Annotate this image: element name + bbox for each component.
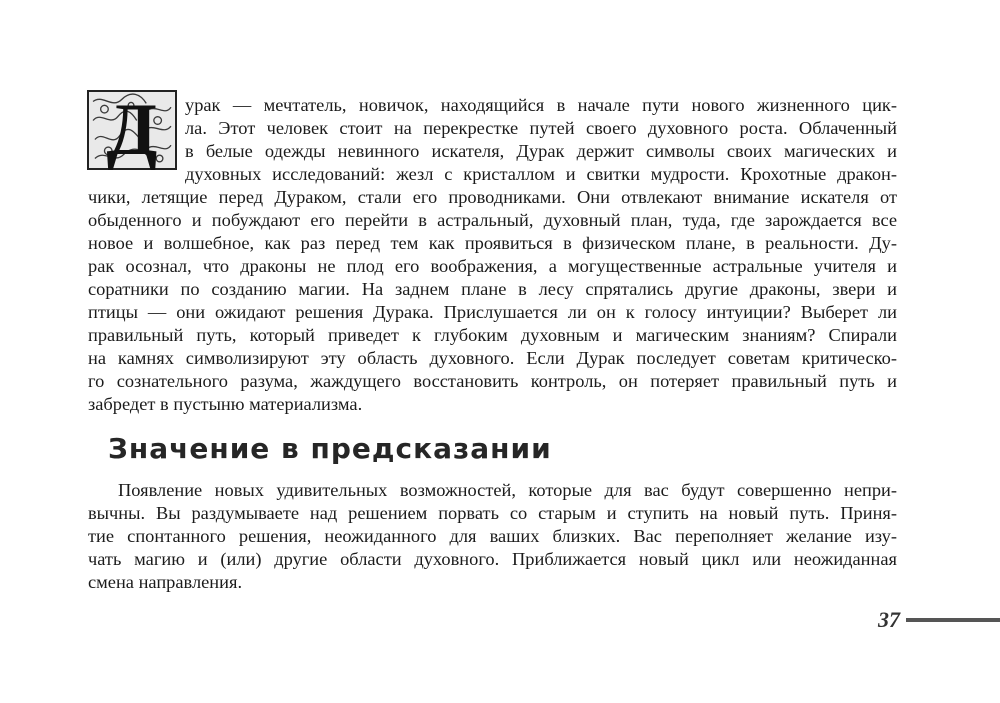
paragraph-line: правильный путь, который приведет к глубоким духовным и магическим знаниям? Спирали xyxy=(88,325,897,345)
paragraph-line: вычны. Вы раздумываете над решением порвать со старым и ступить на новый путь. Приня- xyxy=(88,503,897,523)
paragraph-line: обыденного и побуждают его перейти в астральный, духовный план, туда, где зарождается все xyxy=(88,210,897,230)
page-number-rule xyxy=(906,618,1000,622)
section-heading: Значение в предсказании xyxy=(108,432,552,465)
paragraph-line: соратники по созданию магии. На заднем плане в лесу спрятались другие драконы, звери и xyxy=(88,279,897,299)
paragraph-line: го сознательного разума, жаждущего восстановить контроль, он потеряет правильный путь и xyxy=(88,371,897,391)
paragraph-line: духовных исследований: жезл с кристаллом и свитки мудрости. Крохотные дракон- xyxy=(185,164,897,184)
drop-cap-letter: Д xyxy=(106,89,158,171)
page-number: 37 xyxy=(878,607,900,632)
paragraph-line: Появление новых удивительных возможностей, которые для вас будут совершенно непри- xyxy=(118,480,897,500)
drop-cap xyxy=(87,90,177,170)
paragraph-line: птицы — они ожидают решения Дурака. Прислушается ли он к голосу интуиции? Выберет ли xyxy=(88,302,897,322)
paragraph-line: смена направления. xyxy=(88,572,243,592)
paragraph-line: тие спонтанного решения, неожиданного для ваших близких. Вас переполняет желание изу- xyxy=(88,526,897,546)
paragraph-line: новое и волшебное, как раз перед тем как проявиться в физическом плане, в реальности. Ду- xyxy=(88,233,897,253)
paragraph-line: урак — мечтатель, новичок, находящийся в начале пути нового жизненного цик- xyxy=(185,95,897,115)
paragraph-line: рак осознал, что драконы не плод его воображения, а могущественные астральные учителя и xyxy=(88,256,897,276)
paragraph-line: ла. Этот человек стоит на перекрестке путей своего духовного роста. Облаченный xyxy=(185,118,897,138)
paragraph-line: в белые одежды невинного искателя, Дурак держит символы своих магических и xyxy=(185,141,897,161)
paragraph-line: чики, летящие перед Дураком, стали его проводниками. Они отвлекают внимание искателя от xyxy=(88,187,897,207)
paragraph-line: чать магию и (или) другие области духовного. Приближается новый цикл или неожиданная xyxy=(88,549,897,569)
paragraph-line: на камнях символизируют эту область духовного. Если Дурак последует советам критическо- xyxy=(88,348,897,368)
paragraph-line: забредет в пустыню материализма. xyxy=(88,394,363,414)
